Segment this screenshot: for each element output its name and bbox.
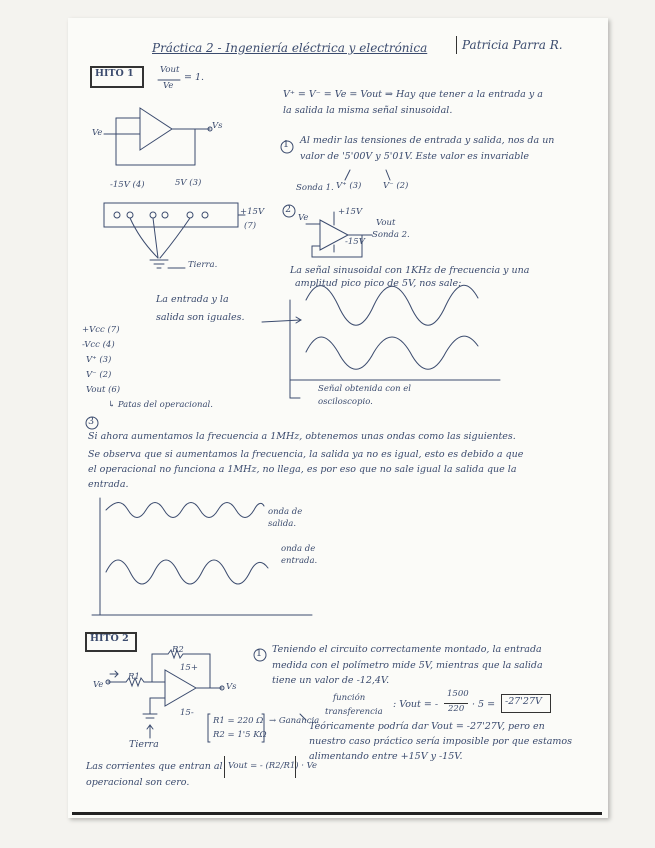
theory-1: Teóricamente podría dar Vout = -27'27V, pero en — [309, 721, 545, 732]
header-author: Patricia Parra R. — [462, 38, 563, 52]
hito2-text-3: tiene un valor de -12,4V. — [272, 675, 390, 686]
osc-caption-2: osciloscopio. — [318, 397, 373, 407]
pin-list-1: -Vcc (4) — [82, 340, 115, 350]
frac-num: 1500 — [447, 689, 469, 699]
step1-line-2: valor de '5'00V y 5'01V. Este valor es invariable — [300, 151, 529, 162]
wave-out-label-2: salida. — [268, 519, 297, 529]
wave-in-label-1: onda de — [281, 544, 316, 554]
step-marker-1: 1 — [283, 139, 290, 150]
circ2-vp: +15V — [338, 207, 363, 217]
theory-3: alimentando entre +15V y -15V. — [309, 751, 463, 762]
hito2-text-2: medida con el polímetro mide 5V, mientras que la salida — [272, 660, 543, 671]
hito2-ground: Tierra — [129, 739, 159, 750]
equal-note-1: La entrada y la — [156, 294, 229, 305]
meas-vplus: V⁺ (3) — [336, 181, 362, 191]
pin-list-3: V⁻ (2) — [86, 370, 112, 380]
hito2-output: Vs — [226, 682, 237, 692]
meas-probe-1: Sonda 1. — [296, 183, 334, 193]
equal-note-2: salida son iguales. — [156, 312, 245, 323]
pins-caption: ↳ Patas del operacional. — [108, 400, 213, 410]
step-marker-3: 3 — [88, 416, 95, 427]
step1-line-1: Al medir las tensiones de entrada y salida, nos da un — [300, 135, 555, 146]
values-r1: R1 = 220 Ω — [213, 716, 264, 726]
circ2-in: Ve — [298, 213, 309, 223]
vout-formula: Vout = - (R2/R1) · Ve — [228, 761, 318, 771]
hito2-r2: R2 — [172, 645, 184, 655]
func-label-1: función — [333, 693, 366, 703]
pin-list-0: +Vcc (7) — [82, 325, 120, 335]
pin-right-label: +15V — [240, 207, 265, 217]
ratio-num: Vout — [160, 65, 180, 75]
currents-2: operacional son cero. — [86, 777, 190, 788]
header-title: Práctica 2 - Ingeniería eléctrica y electrónica — [152, 41, 428, 55]
formula: : Vout = - — [393, 699, 439, 710]
hito1-equation: V⁺ = V⁻ = Ve = Vout ⇒ Hay que tener a la entrada y a — [283, 89, 543, 100]
wave-in-label-2: entrada. — [281, 556, 318, 566]
hito2-r1: R1 — [128, 672, 140, 682]
func-label-2: transferencia — [325, 707, 383, 717]
currents-1: Las corrientes que entran al — [86, 761, 223, 772]
step-marker-2: 2 — [285, 204, 292, 215]
step3-line-4: entrada. — [88, 479, 129, 490]
hito1-equation-2: la salida la misma señal sinusoidal. — [283, 105, 453, 116]
hito2-input: Ve — [93, 680, 104, 690]
circuit-output: Vs — [212, 121, 223, 131]
ratio-den: Ve — [163, 81, 174, 91]
hito2-rail-neg: 15- — [180, 708, 194, 718]
pin-left-label: -15V (4) — [110, 180, 145, 190]
hito2-text-1: Teniendo el circuito correctamente montado, la entrada — [272, 644, 542, 655]
ground-label-1: Tierra. — [188, 260, 218, 270]
pin-list-2: V⁺ (3) — [86, 355, 112, 365]
result-value: -27'27V — [505, 696, 542, 707]
author-divider — [456, 36, 457, 54]
circ2-out: Vout — [376, 218, 396, 228]
page-bottom-edge — [72, 812, 602, 815]
step3-line-2: Se observa que si aumentamos la frecuencia, la salida ya no es igual, esto es debido a que — [88, 449, 524, 460]
step-marker-4: 1 — [256, 648, 263, 659]
theory-2: nuestro caso práctico sería imposible por que estamos — [309, 736, 573, 747]
frac-den: 220 — [448, 704, 465, 714]
circ2-probe: Sonda 2. — [372, 230, 410, 240]
pin-mid-label: 5V (3) — [175, 178, 202, 188]
pin-right-num: (7) — [244, 221, 257, 231]
values-tail: → Ganancia — [269, 716, 320, 726]
hito2-rail-pos: 15+ — [180, 663, 198, 673]
step3-line-3: el operacional no funciona a 1MHz, no llega, es por eso que no sale igual la salida que la — [88, 464, 517, 475]
hito1-label: HITO 1 — [95, 68, 134, 79]
hito2-label: HITO 2 — [90, 633, 129, 644]
osc-line-1: La señal sinusoidal con 1KHz de frecuencia y una — [290, 265, 530, 276]
pin-list-4: Vout (6) — [86, 385, 121, 395]
formula-tail: · 5 = — [472, 699, 496, 710]
values-r2: R2 = 1'5 KΩ — [213, 730, 267, 740]
osc-caption-1: Señal obtenida con el — [318, 384, 412, 394]
ratio-value: = 1. — [184, 72, 205, 83]
step3-line-1: Si ahora aumentamos la frecuencia a 1MHz, obtenemos unas ondas como las siguientes. — [88, 431, 516, 442]
meas-vminus: V⁻ (2) — [383, 181, 409, 191]
circ2-vn: -15V — [345, 237, 365, 247]
wave-out-label-1: onda de — [268, 507, 303, 517]
osc-line-2: amplitud pico pico de 5V, nos sale: — [295, 278, 462, 289]
circuit-input: Ve — [92, 128, 103, 138]
